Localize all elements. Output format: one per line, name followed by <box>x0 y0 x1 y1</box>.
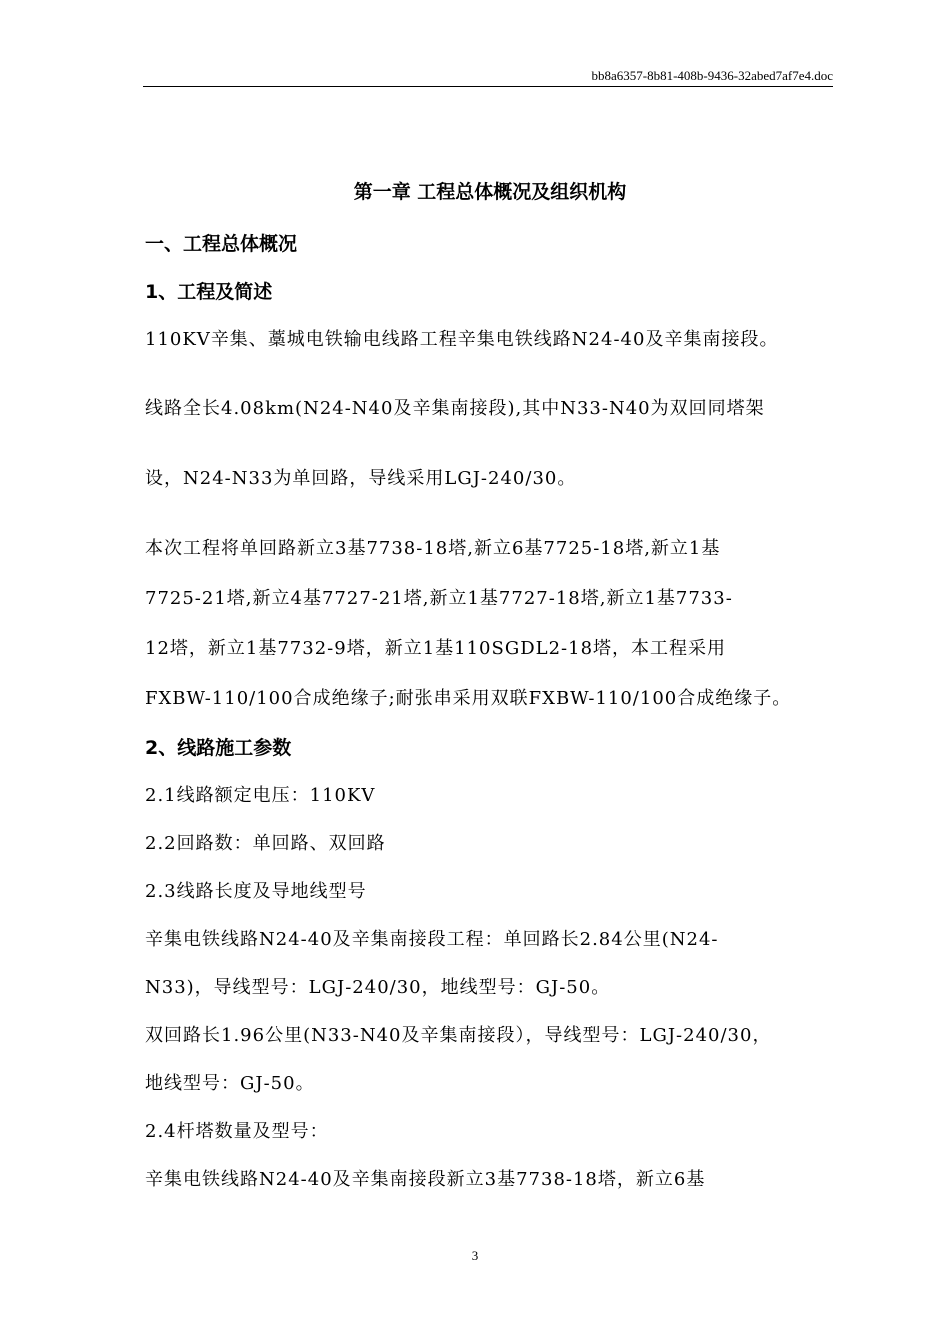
page-number: 3 <box>471 1248 479 1263</box>
paragraph-line: 地线型号：GJ-50。 <box>145 1073 315 1094</box>
header-filename: bb8a6357-8b81-408b-9436-32abed7af7e4.doc <box>591 68 833 83</box>
paragraph-line: 线路全长4.08km(N24-N40及辛集南接段),其中N33-N40为双回同塔架 <box>145 398 765 419</box>
paragraph-line: 本次工程将单回路新立3基7738-18塔,新立6基7725-18塔,新立1基 <box>145 538 721 559</box>
paragraph-line: 辛集电铁线路N24-40及辛集南接段工程：单回路长2.84公里(N24- <box>145 929 719 950</box>
subsection-heading: 2、线路施工参数 <box>145 737 292 759</box>
document-body <box>145 170 835 1204</box>
paragraph-line: 110KV辛集、藁城电铁输电线路工程辛集电铁线路N24-40及辛集南接段。 <box>145 329 779 350</box>
paragraph-line: 12塔，新立1基7732-9塔，新立1基110SGDL2-18塔，本工程采用 <box>145 638 727 659</box>
paragraph-line: FXBW-110/100合成绝缘子;耐张串采用双联FXBW-110/100合成绝缘子。 <box>145 688 792 709</box>
paragraph-line: 2.2回路数：单回路、双回路 <box>145 833 386 854</box>
paragraph-line: N33)，导线型号：LGJ-240/30，地线型号：GJ-50。 <box>145 977 611 998</box>
paragraph-line: 双回路长1.96公里(N33-N40及辛集南接段），导线型号：LGJ-240/30， <box>145 1025 772 1046</box>
paragraph-line: 2.4杆塔数量及型号： <box>145 1121 329 1142</box>
subsection-heading: 1、工程及简述 <box>145 281 273 303</box>
paragraph-line: 2.1线路额定电压：110KV <box>145 785 376 806</box>
paragraph-line: 7725-21塔,新立4基7727-21塔,新立1基7727-18塔,新立1基7733- <box>145 588 733 609</box>
paragraph-line: 2.3线路长度及导地线型号 <box>145 881 367 902</box>
header-divider <box>143 86 833 87</box>
paragraph-line: 设，N24-N33为单回路，导线采用LGJ-240/30。 <box>145 468 577 489</box>
chapter-title: 第一章 工程总体概况及组织机构 <box>353 181 627 203</box>
section-heading: 一、工程总体概况 <box>145 233 298 255</box>
paragraph-line: 辛集电铁线路N24-40及辛集南接段新立3基7738-18塔，新立6基 <box>145 1169 706 1190</box>
